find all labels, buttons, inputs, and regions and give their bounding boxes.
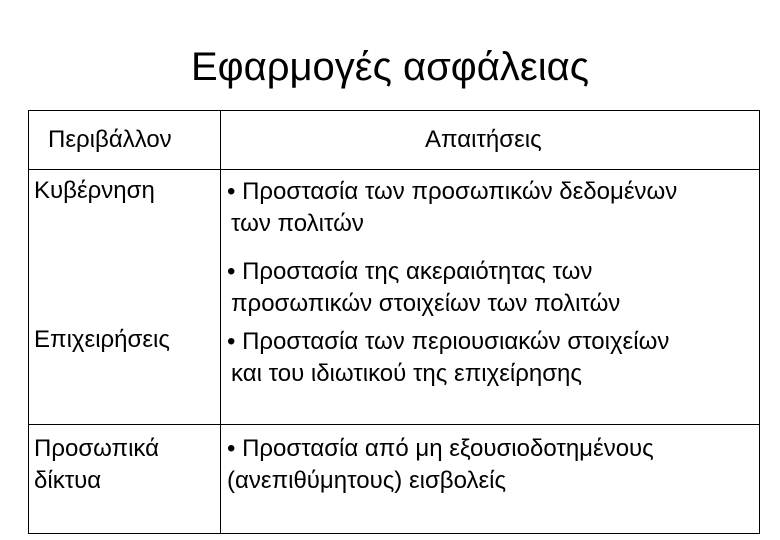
environment-personal-networks: [34, 433, 159, 497]
column-divider: [220, 110, 221, 534]
bullet-line1: • Προστασία των περιουσιακών στοιχείων: [227, 328, 670, 355]
header-divider: [28, 169, 760, 170]
requirement-bullet: [227, 326, 669, 390]
bullet-line2: προσωπικών στοιχείων των πολιτών: [231, 290, 621, 317]
environment-government: Κυβέρνηση: [34, 177, 155, 204]
bullet-line2: και του ιδιωτικού της επιχείρησης: [231, 360, 582, 387]
page-title: Εφαρμογές ασφάλειας: [190, 45, 589, 89]
requirement-bullet: [227, 176, 677, 240]
row-divider: [28, 424, 760, 425]
environment-personal-line1: Προσωπικά: [34, 435, 160, 462]
bullet-line1: • Προστασία των προσωπικών δεδομένων: [227, 178, 678, 205]
requirement-bullet: [227, 256, 620, 320]
bullet-line1: • Προστασία της ακεραιότητας των: [227, 258, 593, 285]
header-environment: Περιβάλλον: [48, 126, 172, 153]
environment-personal-line2: δίκτυα: [34, 467, 102, 494]
environment-business: Επιχειρήσεις: [34, 326, 170, 353]
bullet-line2: των πολιτών: [231, 210, 364, 237]
bullet-line2: (ανεπιθύμητους) εισβολείς: [227, 467, 507, 494]
bullet-line1: • Προστασία από μη εξουσιοδοτημένους: [227, 435, 654, 462]
header-requirements: Απαιτήσεις: [425, 126, 542, 153]
requirement-bullet: [227, 433, 654, 497]
